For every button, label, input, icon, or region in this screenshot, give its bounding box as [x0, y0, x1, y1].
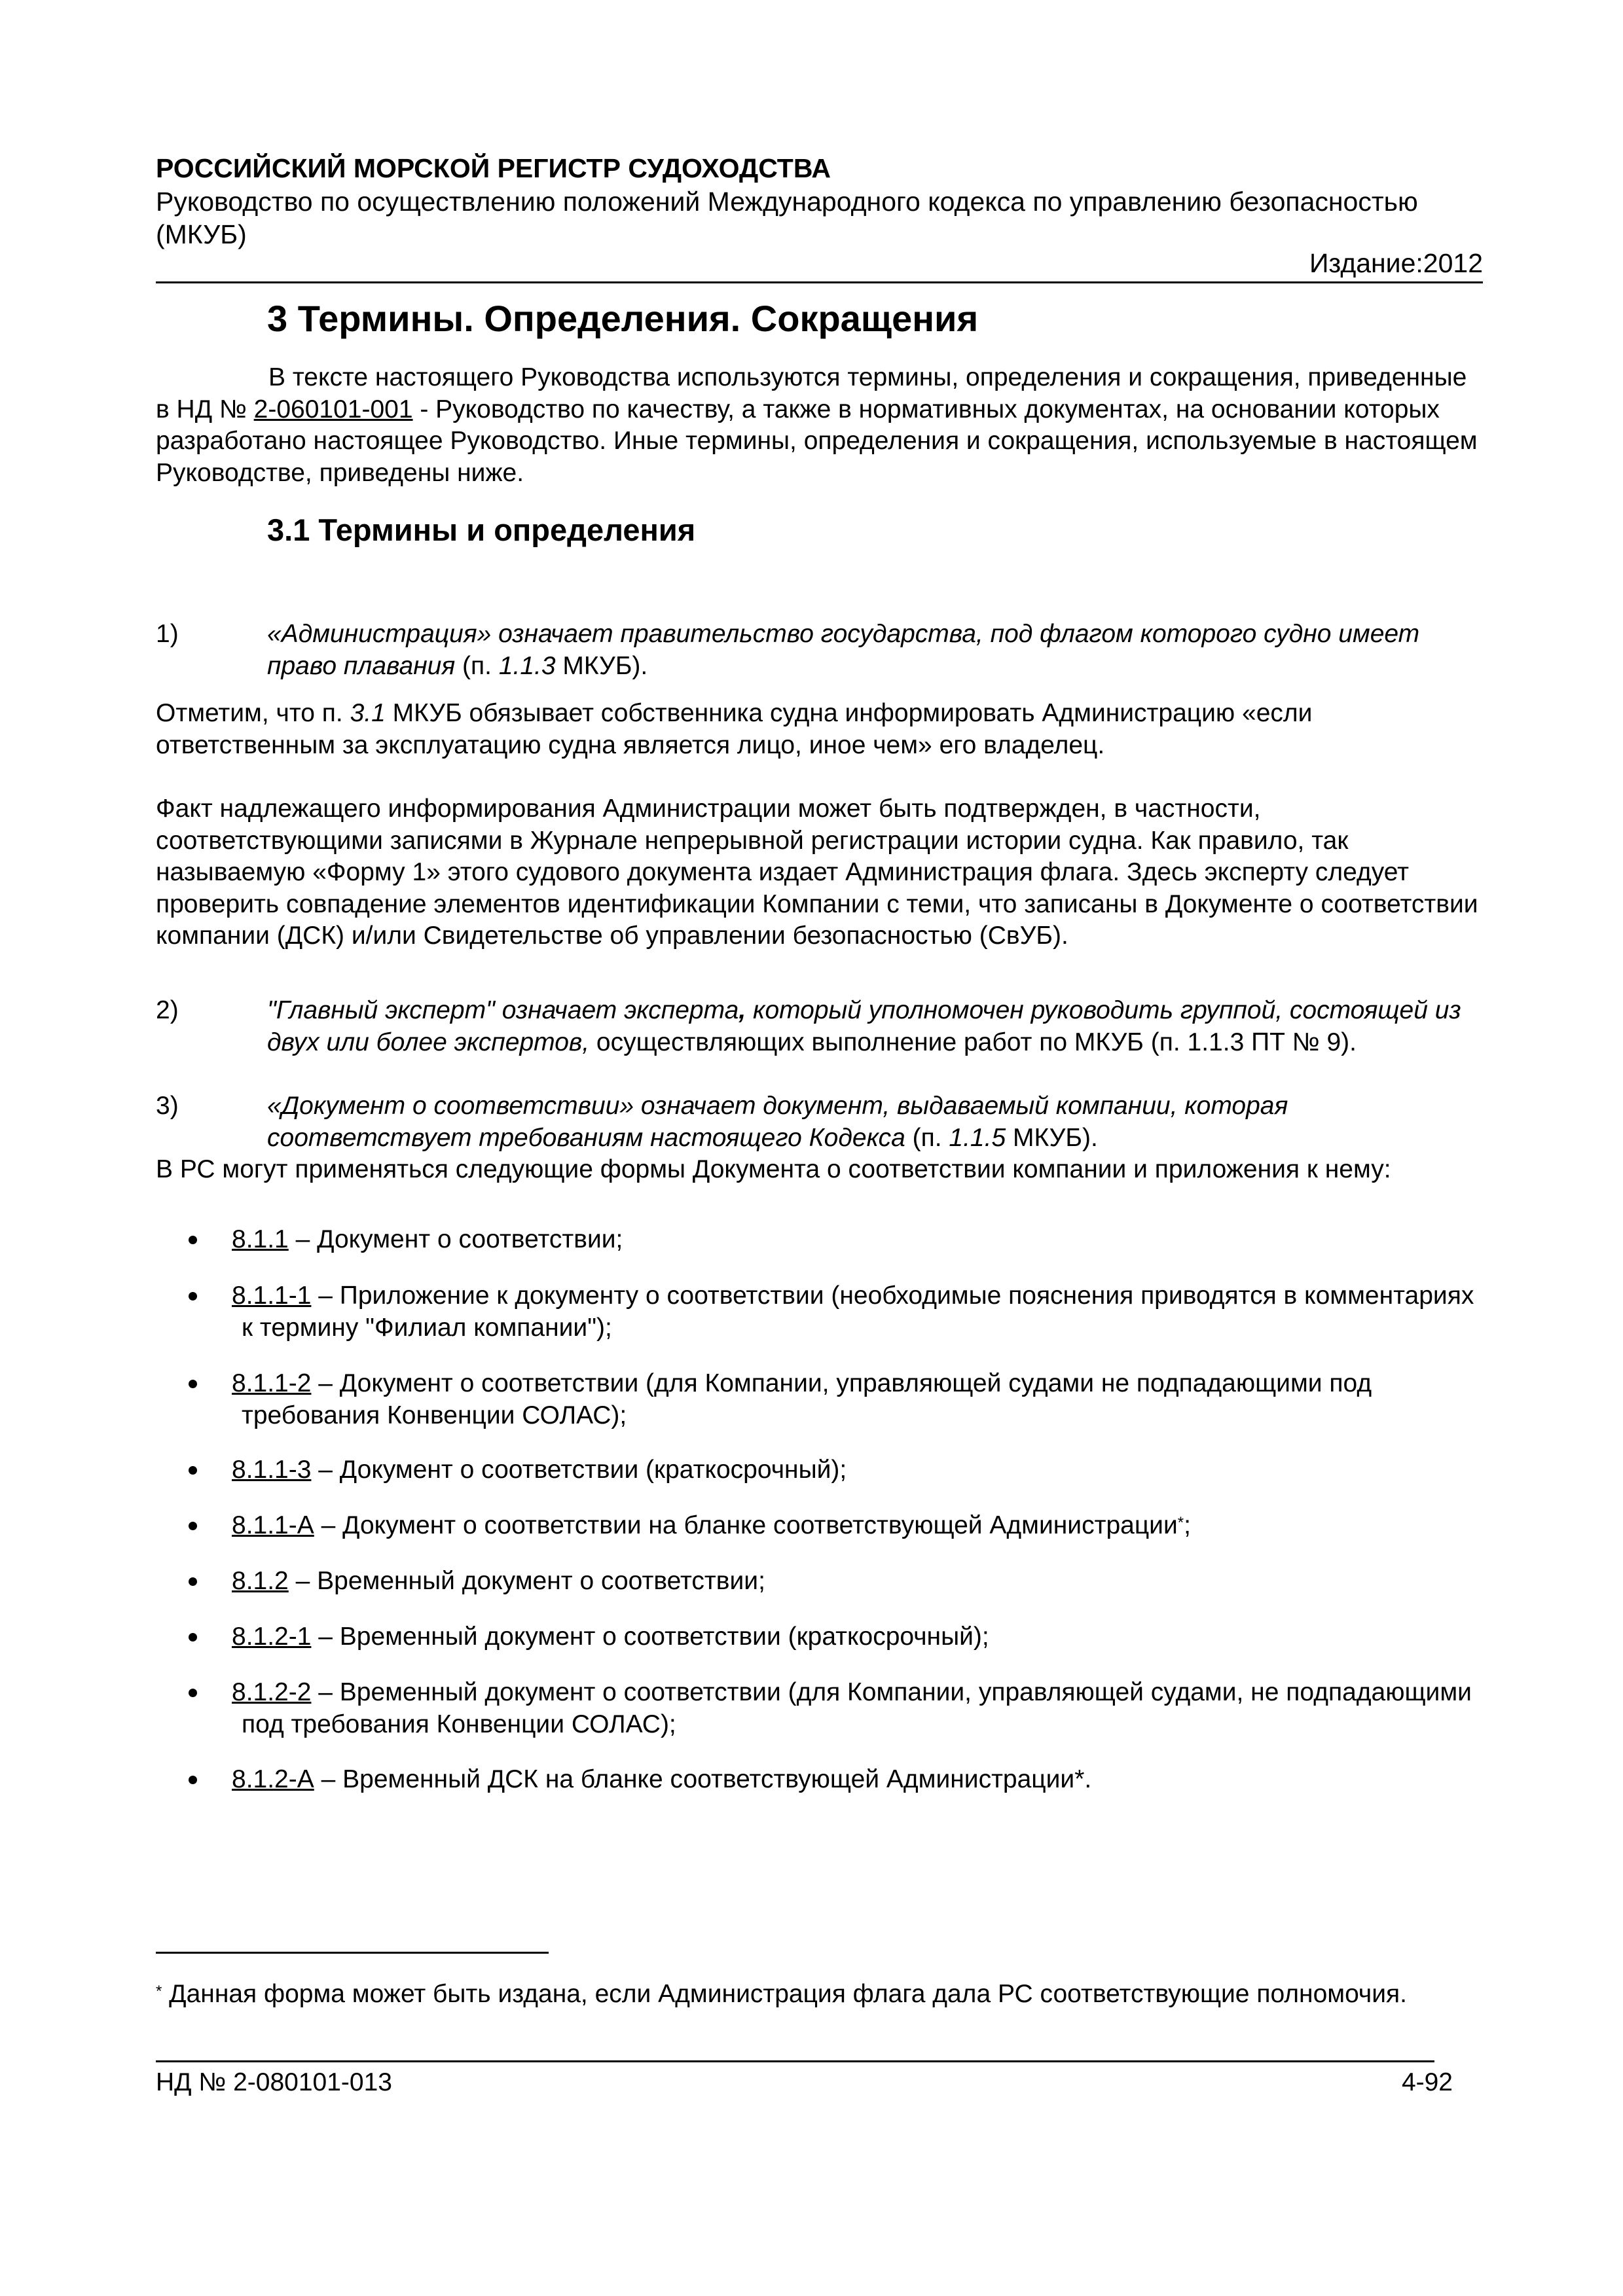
form-link[interactable]: 8.1.2-2	[232, 1678, 312, 1706]
term-number: 1)	[156, 620, 179, 648]
form-link[interactable]: 8.1.1-3	[232, 1456, 312, 1484]
list-item: 8.1.1-1 – Приложение к документу о соответствии (необходимые пояснения приводятся в комментариях к термину "Филиал компании");	[189, 1280, 1488, 1344]
list-item: 8.1.2-2 – Временный документ о соответствии (для Компании, управляющей судами, не подпадающими под требования Конвенции СОЛАС);	[189, 1677, 1488, 1740]
term-number: 3)	[156, 1092, 179, 1120]
footer-rule	[156, 2060, 1434, 2062]
form-link[interactable]: 8.1.1-2	[232, 1369, 312, 1397]
term-definition: "Главный эксперт" означает эксперта, который уполномочен руководить группой, состоящей из двух или более экспертов, осуществляющих выполнение работ по МКУБ (п. 1.1.3 ПТ № 9).	[267, 996, 1461, 1056]
term-definition: «Документ о соответствии» означает документ, выдаваемый компании, которая соответствует требованиям настоящего Кодекса (п. 1.1.5 МКУБ).	[267, 1092, 1288, 1152]
nd-link[interactable]: 2-060101-001	[253, 395, 413, 423]
subsection-heading: 3.1 Термины и определения	[267, 512, 696, 547]
section-heading: 3 Термины. Определения. Сокращения	[267, 298, 979, 339]
page-number: 4-92	[1401, 2068, 1453, 2096]
header-edition: Издание:2012	[1309, 248, 1483, 278]
form-link[interactable]: 8.1.2	[232, 1567, 289, 1595]
note-paragraph: Отметим, что п. 3.1 МКУБ обязывает собственника судна информировать Администрацию «если ответственным за эксплуатацию судна является лицо, иное чем» его владелец.	[156, 699, 1313, 759]
footnote-marker[interactable]: *	[1177, 1514, 1184, 1532]
bullet-icon	[189, 1522, 197, 1530]
list-item: 8.1.1-3 – Документ о соответствии (краткосрочный);	[189, 1454, 1488, 1486]
list-item: 8.1.2 – Временный документ о соответствии;	[189, 1566, 1488, 1598]
bullet-icon	[189, 1380, 197, 1388]
bullet-icon	[189, 1689, 197, 1697]
footnote-separator	[156, 1952, 549, 1954]
bullet-icon	[189, 1776, 197, 1784]
footer-doc-number: НД № 2-080101-013	[156, 2068, 392, 2096]
forms-intro: В РС могут применяться следующие формы Документа о соответствии компании и приложения к нему:	[156, 1155, 1391, 1183]
footnote: * Данная форма может быть издана, если Администрация флага дала РС соответствующие полномочия.	[156, 1980, 1407, 2008]
bullet-icon	[189, 1466, 197, 1475]
header-organization: РОССИЙСКИЙ МОРСКОЙ РЕГИСТР СУДОХОДСТВА	[156, 153, 831, 183]
term-definition: «Администрация» означает правительство государства, под флагом которого судно имеет право плавания (п. 1.1.3 МКУБ).	[267, 620, 1420, 680]
bullet-icon	[189, 1236, 197, 1244]
form-link[interactable]: 8.1.2-А	[232, 1765, 314, 1793]
list-item: 8.1.1 – Документ о соответствии;	[189, 1224, 1488, 1256]
list-item: 8.1.2-А – Временный ДСК на бланке соответствующей Администрации*.	[189, 1764, 1488, 1796]
section-intro: В тексте настоящего Руководства используются термины, определения и сокращения, приведенные в НД № 2-060101-001 - Руководство по качеству, а также в нормативных документах, на основании которых разработано настоящее Руководство. Иные термины, определения и сокращения, используемые в настоящем Руководстве, приведены ниже.	[156, 363, 1478, 487]
form-link[interactable]: 8.1.1-А	[232, 1511, 314, 1539]
form-link[interactable]: 8.1.1	[232, 1225, 289, 1253]
bullet-icon	[189, 1577, 197, 1586]
note-paragraph: Факт надлежащего информирования Администрации может быть подтвержден, в частности, соответствующими записями в Журнале непрерывной регистрации истории судна. Как правило, так называемую «Форму 1» этого судового документа издает Администрация флага. Здесь эксперту следует проверить совпадение элементов идентификации Компании с теми, что записаны в Документе о соответствии компании (ДСК) и/или Свидетельстве об управлении безопасностью (СвУБ).	[156, 795, 1478, 950]
term-number: 2)	[156, 996, 179, 1024]
header-document-title: Руководство по осуществлению положений Международного кодекса по управлению безопасностью (МКУБ)	[156, 187, 1418, 249]
list-item: 8.1.1-А – Документ о соответствии на бланке соответствующей Администрации*;	[189, 1510, 1488, 1542]
list-item: 8.1.1-2 – Документ о соответствии (для Компании, управляющей судами не подпадающими под требования Конвенции СОЛАС);	[189, 1368, 1488, 1431]
bullet-icon	[189, 1633, 197, 1641]
bullet-icon	[189, 1292, 197, 1300]
form-link[interactable]: 8.1.2-1	[232, 1623, 312, 1651]
form-link[interactable]: 8.1.1-1	[232, 1282, 312, 1310]
header-rule	[156, 281, 1483, 283]
list-item: 8.1.2-1 – Временный документ о соответствии (краткосрочный);	[189, 1621, 1488, 1653]
